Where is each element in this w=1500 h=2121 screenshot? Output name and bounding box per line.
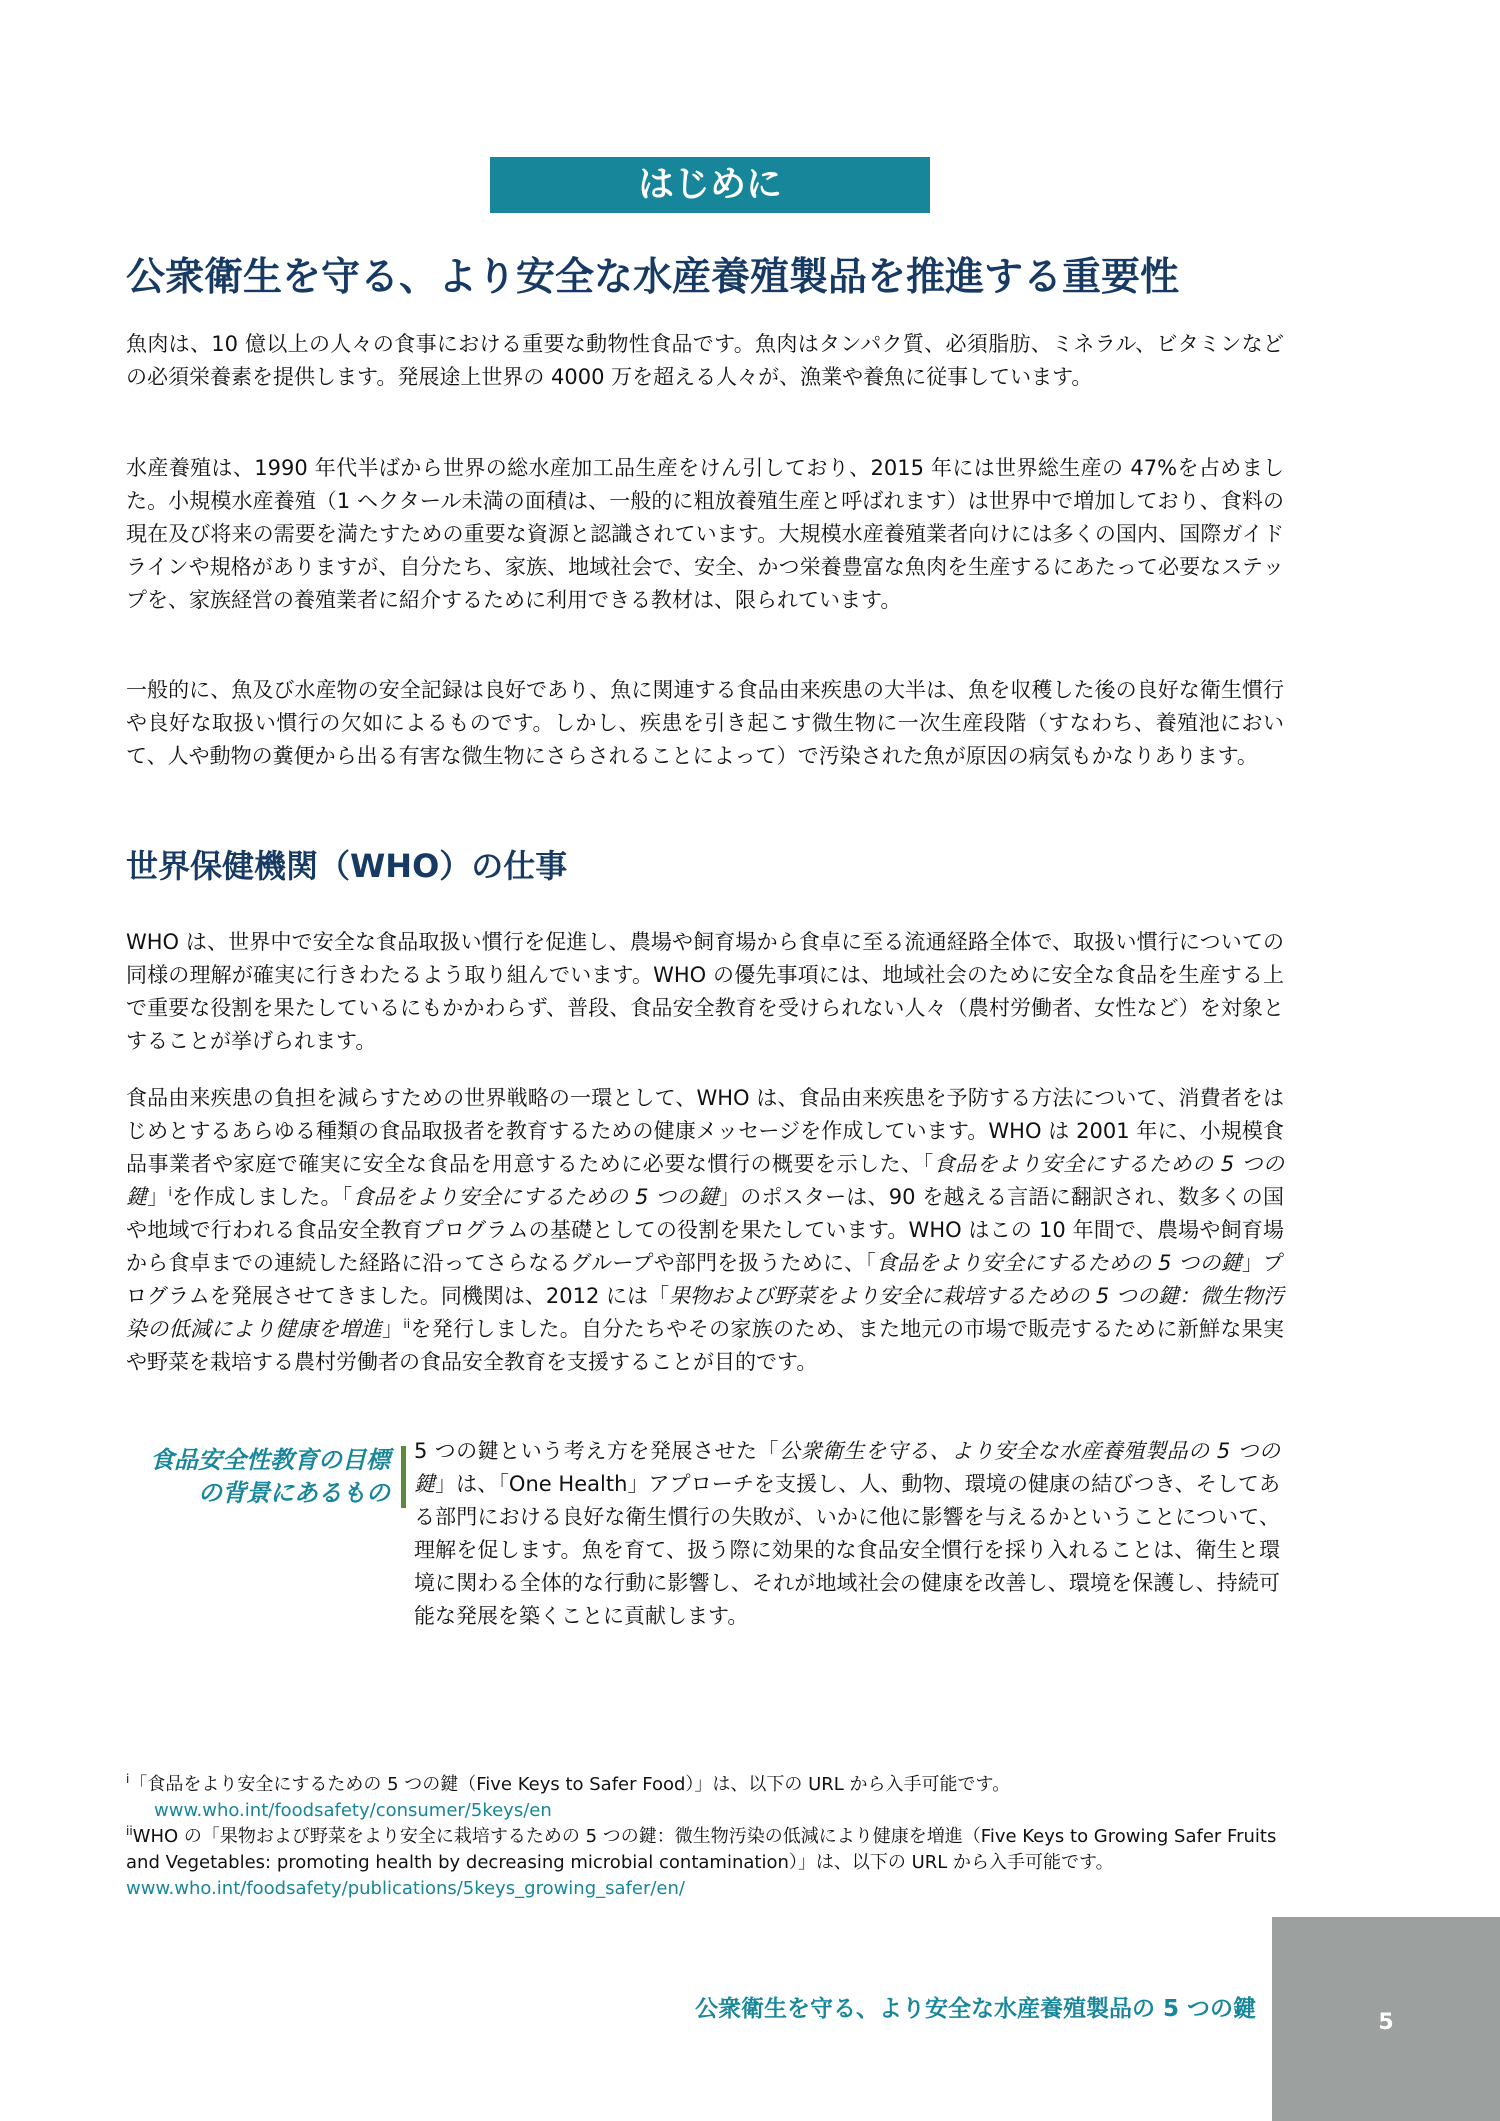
footnote-mark: i (126, 1772, 130, 1786)
section-banner (490, 157, 930, 213)
text-run: 食品由来疾患の負担を減らすための世界戦略の一環として、WHO は、食品由来疾患を予防する方法について、消費者をはじめとするあらゆる種類の食品取扱者を教育するための健康メッセージを作成しています。WHO は 2001 年に、小規模食品事業者や家庭で確実に安全な食品を用意するために必要な慣行の概要を示した、「 (126, 1086, 1284, 1176)
italic-title-aquaculture-keys: 公衆衛生を守る、より安全な水産養殖製品の 5 つの鍵 (414, 1439, 1280, 1496)
callout-text (414, 1435, 1280, 1633)
italic-title-five-keys-fruits: 果物および野菜をより安全に栽培するための 5 つの鍵：微生物汚染の低減により健康を増進 (126, 1284, 1284, 1341)
text-run: を作成しました。「 (171, 1185, 353, 1209)
footnote-text: WHO の「果物および野菜をより安全に栽培するための 5 つの鍵：微生物汚染の低減により健康を増進（Five Keys to Growing Safer Fruits and Vegetables: promoting health by decreasing microbial contamination）」は、以下の URL から入手可能です。 (126, 1826, 1277, 1873)
italic-title-five-keys: 食品をより安全にするための 5 つの鍵 (876, 1251, 1242, 1275)
footnote-mark: ii (126, 1824, 133, 1838)
footnote-1 (126, 1772, 1306, 1824)
italic-title-five-keys: 食品をより安全にするための 5 つの鍵 (352, 1185, 720, 1209)
paragraph-fish-nutrition: 魚肉は、10 億以上の人々の食事における重要な動物性食品です。魚肉はタンパク質、必須脂肪、ミネラル、ビタミンなどの必須栄養素を提供します。発展途上世界の 4000 万を超える人々が、漁業や養魚に従事しています。 (126, 332, 1284, 389)
callout-label-line: 食品安全性教育の目標 (150, 1446, 390, 1474)
text-run: 5 つの鍵という考え方を発展させた「 (414, 1439, 780, 1463)
text-run: 」 (147, 1185, 169, 1209)
paragraph-who-mission: WHO は、世界中で安全な食品取扱い慣行を促進し、農場や飼育場から食卓に至る流通経路全体で、取扱い慣行についての同様の理解が確実に行きわたるよう取り組んでいます。WHO の優先事項には、地域社会のために安全な食品を生産する上で重要な役割を果たしているにもかかわらず、普段、食品安全教育を受けられない人々（農村労働者、女性など）を対象とすることが挙げられます。 (126, 930, 1284, 1053)
footnote-ref-i[interactable]: i (168, 1185, 172, 1199)
callout-label (128, 1444, 390, 1510)
paragraph-aquaculture: 水産養殖は、1990 年代半ばから世界の総水産加工品生産をけん引しており、2015 年には世界総生産の 47%を占めました。小規模水産養殖（1 ヘクタール未満の面積は、一般的に粗放養殖生産と呼ばれます）は世界中で増加しており、食料の現在及び将来の需要を満たすための重要な資源と認識されています。大規模水産養殖業者向けには多くの国内、国際ガイドラインや規格がありますが、自分たち、家族、地域社会で、安全、かつ栄養豊富な魚肉を生産するにあたって必要なステップを、家族経営の養殖業者に紹介するために利用できる教材は、限られています。 (126, 456, 1284, 612)
text-run: 」 (382, 1317, 404, 1341)
text-run: 」のポスターは、90 を越える言語に翻訳され、数多くの国や地域で行われる食品安全教育プログラムの基礎としての役割を果たしています。WHO はこの 10 年間で、農場や飼育場から食卓までの連続した経路に沿ってさらなるグループや部門を扱うために、「 (126, 1185, 1285, 1275)
footnote-2 (126, 1824, 1306, 1902)
paragraph-safety-record: 一般的に、魚及び水産物の安全記録は良好であり、魚に関連する食品由来疾患の大半は、魚を収穫した後の良好な衛生慣行や良好な取扱い慣行の欠如によるものです。しかし、疾患を引き起こす微生物に一次生産段階（すなわち、養殖池において、人や動物の糞便から出る有害な微生物にさらされることによって）で汚染された魚が原因の病気もかなりあります。 (126, 678, 1284, 768)
footnote-ref-ii[interactable]: ii (403, 1317, 411, 1331)
callout-divider (401, 1446, 406, 1508)
footnote-link[interactable]: www.who.int/foodsafety/consumer/5keys/en (154, 1800, 552, 1821)
text-run: を発行しました。自分たちやその家族のため、また地元の市場で販売するために新鮮な果実や野菜を栽培する農村労働者の食品安全教育を支援することが目的です。 (126, 1317, 1285, 1374)
footer-title: 公衆衛生を守る、より安全な水産養殖製品の 5 つの鍵 (694, 1996, 1256, 2022)
text-run: 」プログラムを発展させてきました。同機関は、2012 には「 (126, 1251, 1284, 1308)
text-run: 」は、「One Health」アプローチを支援し、人、動物、環境の健康の結びつき、そしてある部門における良好な衛生慣行の失敗が、いかに他に影響を与えるかということについて、理解を促します。魚を育て、扱う際に効果的な食品安全慣行を採り入れることは、衛生と環境に関わる全体的な行動に影響し、それが地域社会の健康を改善し、環境を保護し、持続可能な発展を築くことに貢献します。 (414, 1472, 1281, 1628)
callout-label-line: の背景にあるもの (198, 1479, 390, 1507)
footnote-text: 「食品をより安全にするための 5 つの鍵（Five Keys to Safer Food）」は、以下の URL から入手可能です。 (129, 1774, 1011, 1795)
section-banner-text: はじめに (637, 164, 782, 205)
italic-title-five-keys: 食品をより安全にするための 5 つの鍵 (126, 1152, 1284, 1209)
page-number: 5 (1378, 2010, 1394, 2035)
page-title: 公衆衛生を守る、より安全な水産養殖製品を推進する重要性 (126, 255, 1180, 300)
section-heading-who: 世界保健機関（WHO）の仕事 (126, 847, 568, 885)
footnote-link[interactable]: www.who.int/foodsafety/publications/5keys_growing_safer/en/ (126, 1878, 685, 1899)
page-number-box (1272, 1917, 1500, 2121)
paragraph-who-strategy (126, 1082, 1284, 1379)
